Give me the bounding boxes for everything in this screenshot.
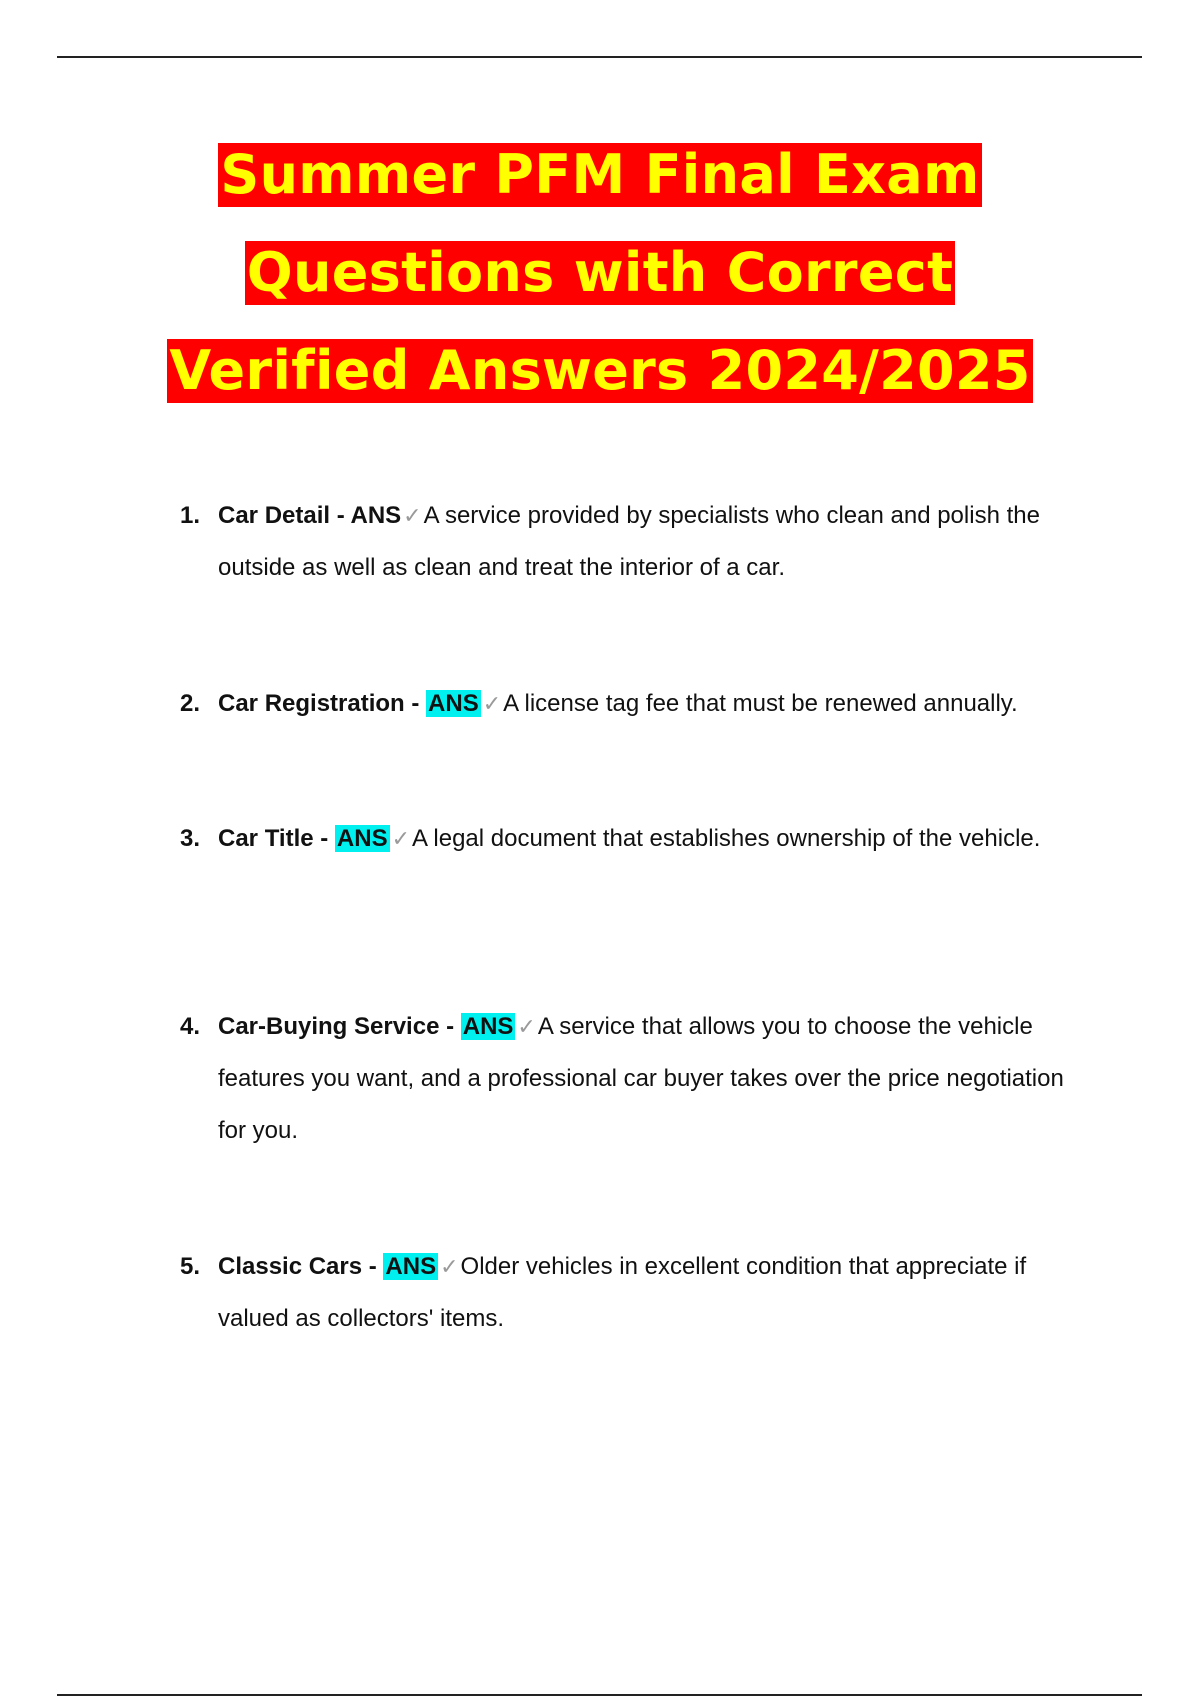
title-line-3: Verified Answers 2024/2025: [169, 339, 1031, 402]
check-icon: ✓: [391, 826, 411, 851]
item-term: Car Detail -: [218, 502, 351, 529]
ans-label: ANS: [385, 1253, 437, 1280]
item-definition: A legal document that establishes ownership of the vehicle.: [412, 825, 1041, 852]
check-icon: ✓: [403, 503, 422, 528]
check-icon: ✓: [517, 1014, 536, 1039]
item-number: 2.: [180, 690, 201, 717]
document-title: [0, 140, 1200, 434]
check-icon: ✓: [440, 1254, 459, 1279]
item-number: 3.: [180, 825, 201, 852]
item-term: Car-Buying Service -: [218, 1013, 461, 1040]
item-number: 4.: [180, 1013, 201, 1040]
item-definition: Older vehicles in excellent condition that appreciate if valued as collectors' items.: [218, 1253, 1027, 1332]
item-definition: A service provided by specialists who clean and polish the outside as well as clean and treat the interior of a car.: [218, 502, 1040, 581]
top-rule: [57, 56, 1142, 58]
item-term: Car Registration -: [218, 690, 427, 717]
ans-label: ANS: [336, 825, 388, 852]
item-definition: A service that allows you to choose the vehicle features you want, and a professional car buyer takes over the price negotiation for you.: [218, 1013, 1064, 1144]
ans-label: ANS: [462, 1013, 514, 1040]
title-line-1: Summer PFM Final Exam: [220, 143, 980, 206]
item-number: 5.: [180, 1253, 201, 1280]
check-icon: ✓: [482, 691, 502, 716]
item-number: 1.: [180, 502, 201, 529]
item-definition: A license tag fee that must be renewed annually.: [503, 690, 1018, 717]
item-term: Classic Cars -: [218, 1253, 384, 1280]
title-line-2: Questions with Correct: [246, 241, 954, 304]
ans-label: ANS: [350, 502, 402, 529]
ans-label: ANS: [428, 690, 479, 717]
bottom-rule: [57, 1694, 1142, 1696]
item-term: Car Title -: [218, 825, 335, 852]
